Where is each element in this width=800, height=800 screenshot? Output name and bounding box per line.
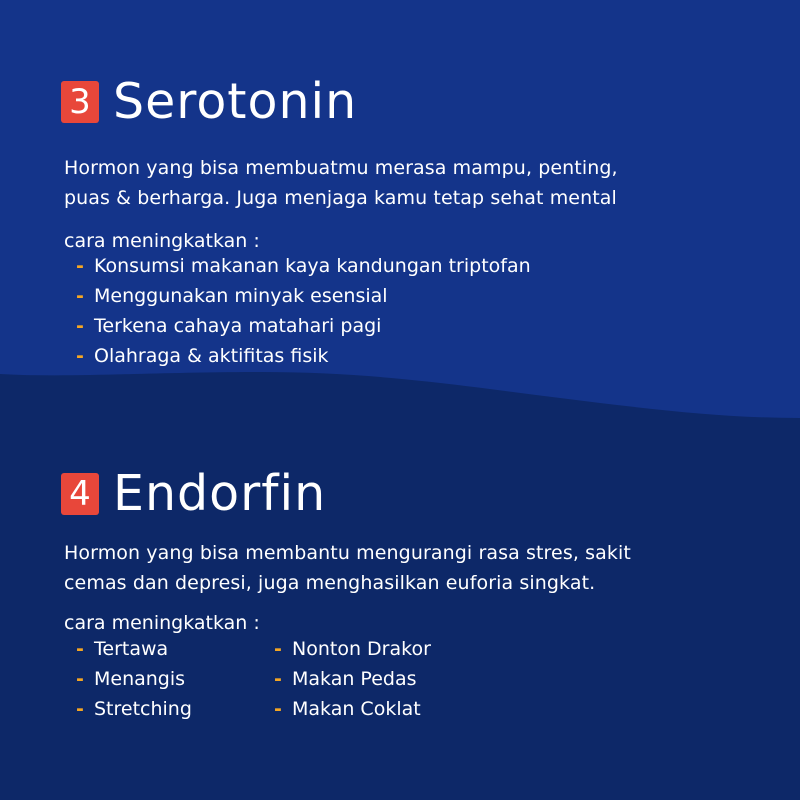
dash-bullet: - bbox=[274, 638, 282, 660]
dash-bullet: - bbox=[76, 255, 84, 277]
section-description bbox=[64, 538, 704, 598]
ways-label: cara meningkatkan : bbox=[64, 230, 260, 252]
dash-bullet: - bbox=[274, 668, 282, 690]
list-item bbox=[76, 634, 192, 664]
section-number-badge: 4 bbox=[61, 473, 99, 515]
list-item bbox=[76, 341, 531, 371]
list-item-text: Konsumsi makanan kaya kandungan triptofan bbox=[94, 255, 531, 277]
ways-list-right bbox=[274, 634, 431, 724]
section-title: Serotonin bbox=[113, 73, 358, 130]
endorfin-heading bbox=[61, 465, 327, 522]
description-line: puas & berharga. Juga menjaga kamu tetap sehat mental bbox=[64, 187, 617, 209]
dash-bullet: - bbox=[76, 638, 84, 660]
list-item-text: Stretching bbox=[94, 698, 192, 720]
list-item bbox=[76, 251, 531, 281]
list-item-text: Tertawa bbox=[94, 638, 169, 660]
dash-bullet: - bbox=[76, 668, 84, 690]
section-number-badge: 3 bbox=[61, 81, 99, 123]
description-line: Hormon yang bisa membantu mengurangi rasa stres, sakit bbox=[64, 542, 631, 564]
serotonin-heading bbox=[61, 73, 358, 130]
dash-bullet: - bbox=[76, 698, 84, 720]
list-item bbox=[274, 634, 431, 664]
list-item-text: Makan Coklat bbox=[292, 698, 421, 720]
list-item-text: Nonton Drakor bbox=[292, 638, 431, 660]
list-item-text: Olahraga & aktifitas fisik bbox=[94, 345, 329, 367]
list-item bbox=[76, 694, 192, 724]
ways-label: cara meningkatkan : bbox=[64, 612, 260, 634]
list-item bbox=[274, 694, 431, 724]
ways-list bbox=[76, 251, 531, 371]
list-item bbox=[76, 281, 531, 311]
list-item-text: Menangis bbox=[94, 668, 186, 690]
dash-bullet: - bbox=[76, 285, 84, 307]
dash-bullet: - bbox=[76, 315, 84, 337]
description-line: cemas dan depresi, juga menghasilkan euforia singkat. bbox=[64, 572, 596, 594]
list-item-text: Terkena cahaya matahari pagi bbox=[94, 315, 382, 337]
list-item bbox=[76, 311, 531, 341]
list-item-text: Menggunakan minyak esensial bbox=[94, 285, 388, 307]
ways-list-left bbox=[76, 634, 192, 724]
list-item bbox=[76, 664, 192, 694]
dash-bullet: - bbox=[76, 345, 84, 367]
list-item bbox=[274, 664, 431, 694]
list-item-text: Makan Pedas bbox=[292, 668, 417, 690]
section-title: Endorfin bbox=[113, 465, 327, 522]
section-description bbox=[64, 153, 704, 213]
description-line: Hormon yang bisa membuatmu merasa mampu, penting, bbox=[64, 157, 618, 179]
dash-bullet: - bbox=[274, 698, 282, 720]
